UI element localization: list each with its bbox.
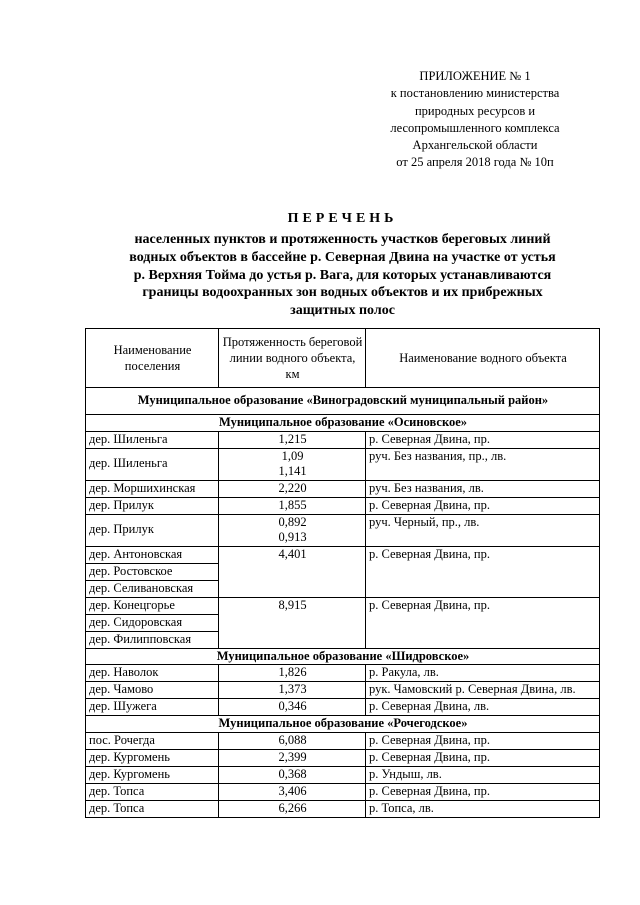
cell-settlement: дер. Кургомень bbox=[86, 749, 219, 766]
header-length: Протяженность береговой линии водного объекта, км bbox=[219, 329, 366, 388]
table-row bbox=[86, 699, 600, 716]
district-title: Муниципальное образование «Виноградовский муниципальный район» bbox=[86, 388, 600, 415]
appendix-line: к постановлению министерства bbox=[390, 86, 560, 101]
cell-length bbox=[219, 448, 366, 480]
table-row bbox=[86, 514, 600, 546]
appendix-line: от 25 апреля 2018 года № 10п bbox=[396, 155, 554, 170]
cell-length: 2,220 bbox=[219, 480, 366, 497]
cell-settlement: дер. Ростовское bbox=[86, 563, 219, 580]
cell-settlement: дер. Шужега bbox=[86, 699, 219, 716]
cell-length: 1,373 bbox=[219, 682, 366, 699]
cell-settlement: дер. Сидоровская bbox=[86, 614, 219, 631]
appendix-header bbox=[340, 68, 610, 172]
cell-settlement: дер. Кургомень bbox=[86, 766, 219, 783]
cell-water: р. Ундыш, лв. bbox=[366, 766, 600, 783]
cell-settlement: дер. Селивановская bbox=[86, 580, 219, 597]
length-value: 0,913 bbox=[278, 530, 307, 544]
cell-length: 0,346 bbox=[219, 699, 366, 716]
length-value: 1,141 bbox=[278, 464, 307, 478]
table-row bbox=[86, 749, 600, 766]
table-row bbox=[86, 665, 600, 682]
table-row bbox=[86, 766, 600, 783]
cell-water: р. Северная Двина, лв. bbox=[366, 699, 600, 716]
table-row bbox=[86, 431, 600, 448]
cell-water: р. Ракула, лв. bbox=[366, 665, 600, 682]
cell-length: 1,826 bbox=[219, 665, 366, 682]
cell-water: р. Северная Двина, пр. bbox=[366, 749, 600, 766]
cell-settlement: дер. Наволок bbox=[86, 665, 219, 682]
municipality-row bbox=[86, 648, 600, 665]
length-value: 1,09 bbox=[281, 448, 304, 463]
cell-length: 4,401 bbox=[219, 546, 366, 597]
cell-settlement: дер. Топса bbox=[86, 800, 219, 817]
cell-water: р. Северная Двина, пр. bbox=[366, 783, 600, 800]
appendix-line: Архангельской области bbox=[412, 138, 538, 153]
municipality-row bbox=[86, 716, 600, 733]
cell-water: р. Северная Двина, пр. bbox=[366, 732, 600, 749]
cell-length: 2,399 bbox=[219, 749, 366, 766]
title-subtitle bbox=[85, 231, 600, 320]
cell-length: 6,088 bbox=[219, 732, 366, 749]
cell-length: 0,368 bbox=[219, 766, 366, 783]
title-heading: ПЕРЕЧЕНЬ bbox=[287, 211, 398, 226]
cell-settlement: дер. Конецгорье bbox=[86, 597, 219, 614]
cell-settlement: дер. Прилук bbox=[86, 497, 219, 514]
table-row bbox=[86, 448, 600, 480]
cell-settlement: дер. Филипповская bbox=[86, 631, 219, 648]
cell-water: рук. Чамовский р. Северная Двина, лв. bbox=[366, 682, 600, 699]
appendix-line: природных ресурсов и bbox=[414, 103, 536, 118]
settlements-table bbox=[85, 328, 600, 818]
table-row bbox=[86, 480, 600, 497]
cell-settlement: пос. Рочегда bbox=[86, 732, 219, 749]
table-row bbox=[86, 497, 600, 514]
cell-length: 6,266 bbox=[219, 800, 366, 817]
header-water: Наименование водного объекта bbox=[366, 329, 600, 388]
cell-settlement: дер. Прилук bbox=[86, 514, 219, 546]
cell-water: р. Северная Двина, пр. bbox=[366, 546, 600, 597]
cell-length: 1,855 bbox=[219, 497, 366, 514]
cell-water: р. Северная Двина, пр. bbox=[366, 431, 600, 448]
cell-settlement: дер. Моршихинская bbox=[86, 480, 219, 497]
municipality-row bbox=[86, 415, 600, 432]
cell-water: р. Топса, лв. bbox=[366, 800, 600, 817]
cell-length bbox=[219, 514, 366, 546]
cell-length: 3,406 bbox=[219, 783, 366, 800]
subtitle-line: водных объектов в бассейне р. Северная Двина на участке от устья bbox=[129, 249, 556, 265]
appendix-line: ПРИЛОЖЕНИЕ № 1 bbox=[419, 69, 531, 83]
table-row bbox=[86, 732, 600, 749]
subtitle-line: границы водоохранных зон водных объектов и их прибрежных bbox=[142, 285, 543, 301]
cell-water: руч. Без названия, лв. bbox=[366, 480, 600, 497]
cell-water: р. Северная Двина, пр. bbox=[366, 597, 600, 648]
district-row bbox=[86, 388, 600, 415]
header-settlement: Наименование поселения bbox=[86, 329, 219, 388]
municipality-title: Муниципальное образование «Рочегодское» bbox=[86, 716, 600, 733]
table-row bbox=[86, 682, 600, 699]
municipality-title: Муниципальное образование «Шидровское» bbox=[86, 648, 600, 665]
table-row bbox=[86, 597, 600, 614]
subtitle-line: защитных полос bbox=[290, 303, 395, 319]
cell-water: руч. Без названия, пр., лв. bbox=[366, 448, 600, 480]
cell-water: руч. Черный, пр., лв. bbox=[366, 514, 600, 546]
cell-length: 1,215 bbox=[219, 431, 366, 448]
cell-settlement: дер. Чамово bbox=[86, 682, 219, 699]
length-value: 0,892 bbox=[278, 514, 307, 529]
subtitle-line: населенных пунктов и протяженность участков береговых линий bbox=[134, 232, 551, 247]
cell-settlement: дер. Антоновская bbox=[86, 546, 219, 563]
table-row bbox=[86, 546, 600, 563]
cell-water: р. Северная Двина, пр. bbox=[366, 497, 600, 514]
appendix-line: лесопромышленного комплекса bbox=[390, 120, 560, 135]
subtitle-line: р. Верхняя Тойма до устья р. Вага, для которых устанавливаются bbox=[133, 267, 552, 283]
table-row bbox=[86, 783, 600, 800]
cell-settlement: дер. Топса bbox=[86, 783, 219, 800]
cell-settlement: дер. Шиленьга bbox=[86, 448, 219, 480]
table-row bbox=[86, 800, 600, 817]
municipality-title: Муниципальное образование «Осиновское» bbox=[86, 415, 600, 432]
document-title bbox=[85, 210, 600, 320]
cell-settlement: дер. Шиленьга bbox=[86, 431, 219, 448]
table-header-row bbox=[86, 329, 600, 388]
cell-length: 8,915 bbox=[219, 597, 366, 648]
